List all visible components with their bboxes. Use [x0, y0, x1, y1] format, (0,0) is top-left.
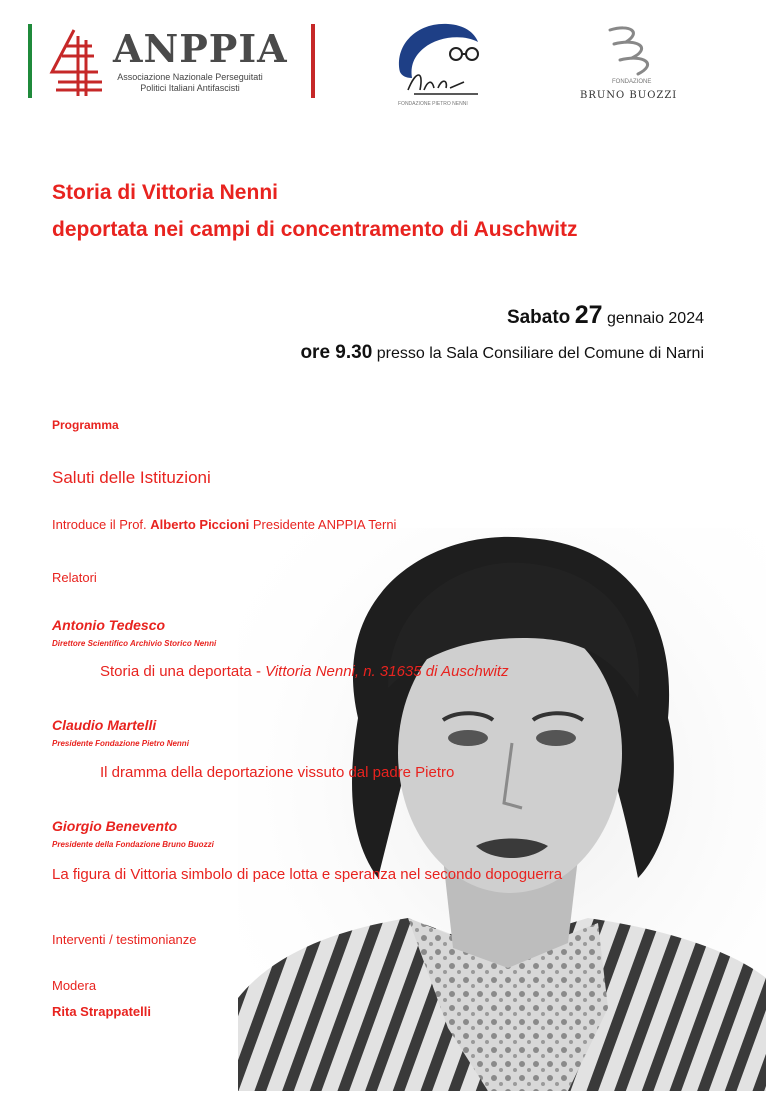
talk-title-italic: Vittoria Nenni, n. 31635 di Auschwitz — [265, 663, 509, 680]
day-label: Sabato — [506, 307, 571, 328]
talk-title: Il dramma della deportazione vissuto dal padre Pietro — [100, 764, 455, 781]
speaker-talk — [100, 663, 509, 680]
logo-bar-red — [311, 24, 315, 98]
day-number: 27 — [574, 301, 603, 329]
moderator-name: Rita Strappatelli — [52, 1004, 151, 1019]
logo-bar-green — [28, 24, 32, 98]
event-title — [52, 174, 577, 248]
intro-name: Alberto Piccioni — [150, 517, 250, 532]
speaker-role: Presidente della Fondazione Bruno Buozzi — [52, 840, 214, 849]
month-year: gennaio 2024 — [607, 310, 704, 327]
anppia-logo-icon — [44, 26, 106, 98]
fondazione-nenni-logo-icon — [394, 20, 486, 102]
fondazione-buozzi-logo-icon — [602, 22, 662, 78]
intro-suffix: Presidente ANPPIA Terni — [252, 517, 397, 532]
event-time-location — [300, 342, 704, 364]
anppia-title: ANPPIA — [113, 26, 288, 71]
speaker-talk — [100, 764, 454, 781]
buozzi-name: BRUNO BUOZZI — [580, 90, 678, 101]
nenni-caption: FONDAZIONE PIETRO NENNI — [398, 101, 468, 107]
speaker-name: Antonio Tedesco — [52, 617, 166, 633]
event-title-line-1: Storia di Vittoria Nenni — [52, 181, 278, 204]
event-location: presso la Sala Consiliare del Comune di Narni — [376, 345, 704, 362]
speaker-role: Direttore Scientifico Archivio Storico Nenni — [52, 639, 217, 648]
modera-label: Modera — [52, 978, 97, 993]
event-time: ore 9.30 — [300, 342, 373, 363]
relatori-label: Relatori — [52, 570, 97, 585]
program-saluti: Saluti delle Istituzioni — [52, 468, 211, 487]
buozzi-small-label: FONDAZIONE — [612, 79, 652, 85]
speaker-talk — [52, 866, 562, 883]
event-date — [507, 301, 704, 330]
talk-title: La figura di Vittoria simbolo di pace lotta e speranza nel secondo dopoguerra — [52, 866, 563, 883]
portrait-photo — [238, 528, 766, 1091]
talk-title: Storia di una deportata - — [100, 663, 266, 680]
anppia-subtitle: Associazione Nazionale Perseguitati Politici Italiani Antifascisti — [117, 72, 263, 93]
event-title-line-2: deportata nei campi di concentramento di Auschwitz — [52, 218, 578, 241]
speaker-role: Presidente Fondazione Pietro Nenni — [52, 739, 189, 748]
interventi-label: Interventi / testimonianze — [52, 932, 197, 947]
speaker-name: Giorgio Benevento — [52, 818, 178, 834]
program-label: Programma — [52, 418, 119, 432]
intro-prefix: Introduce il Prof. — [52, 517, 147, 532]
program-intro — [52, 517, 396, 532]
speaker-name: Claudio Martelli — [52, 717, 157, 733]
